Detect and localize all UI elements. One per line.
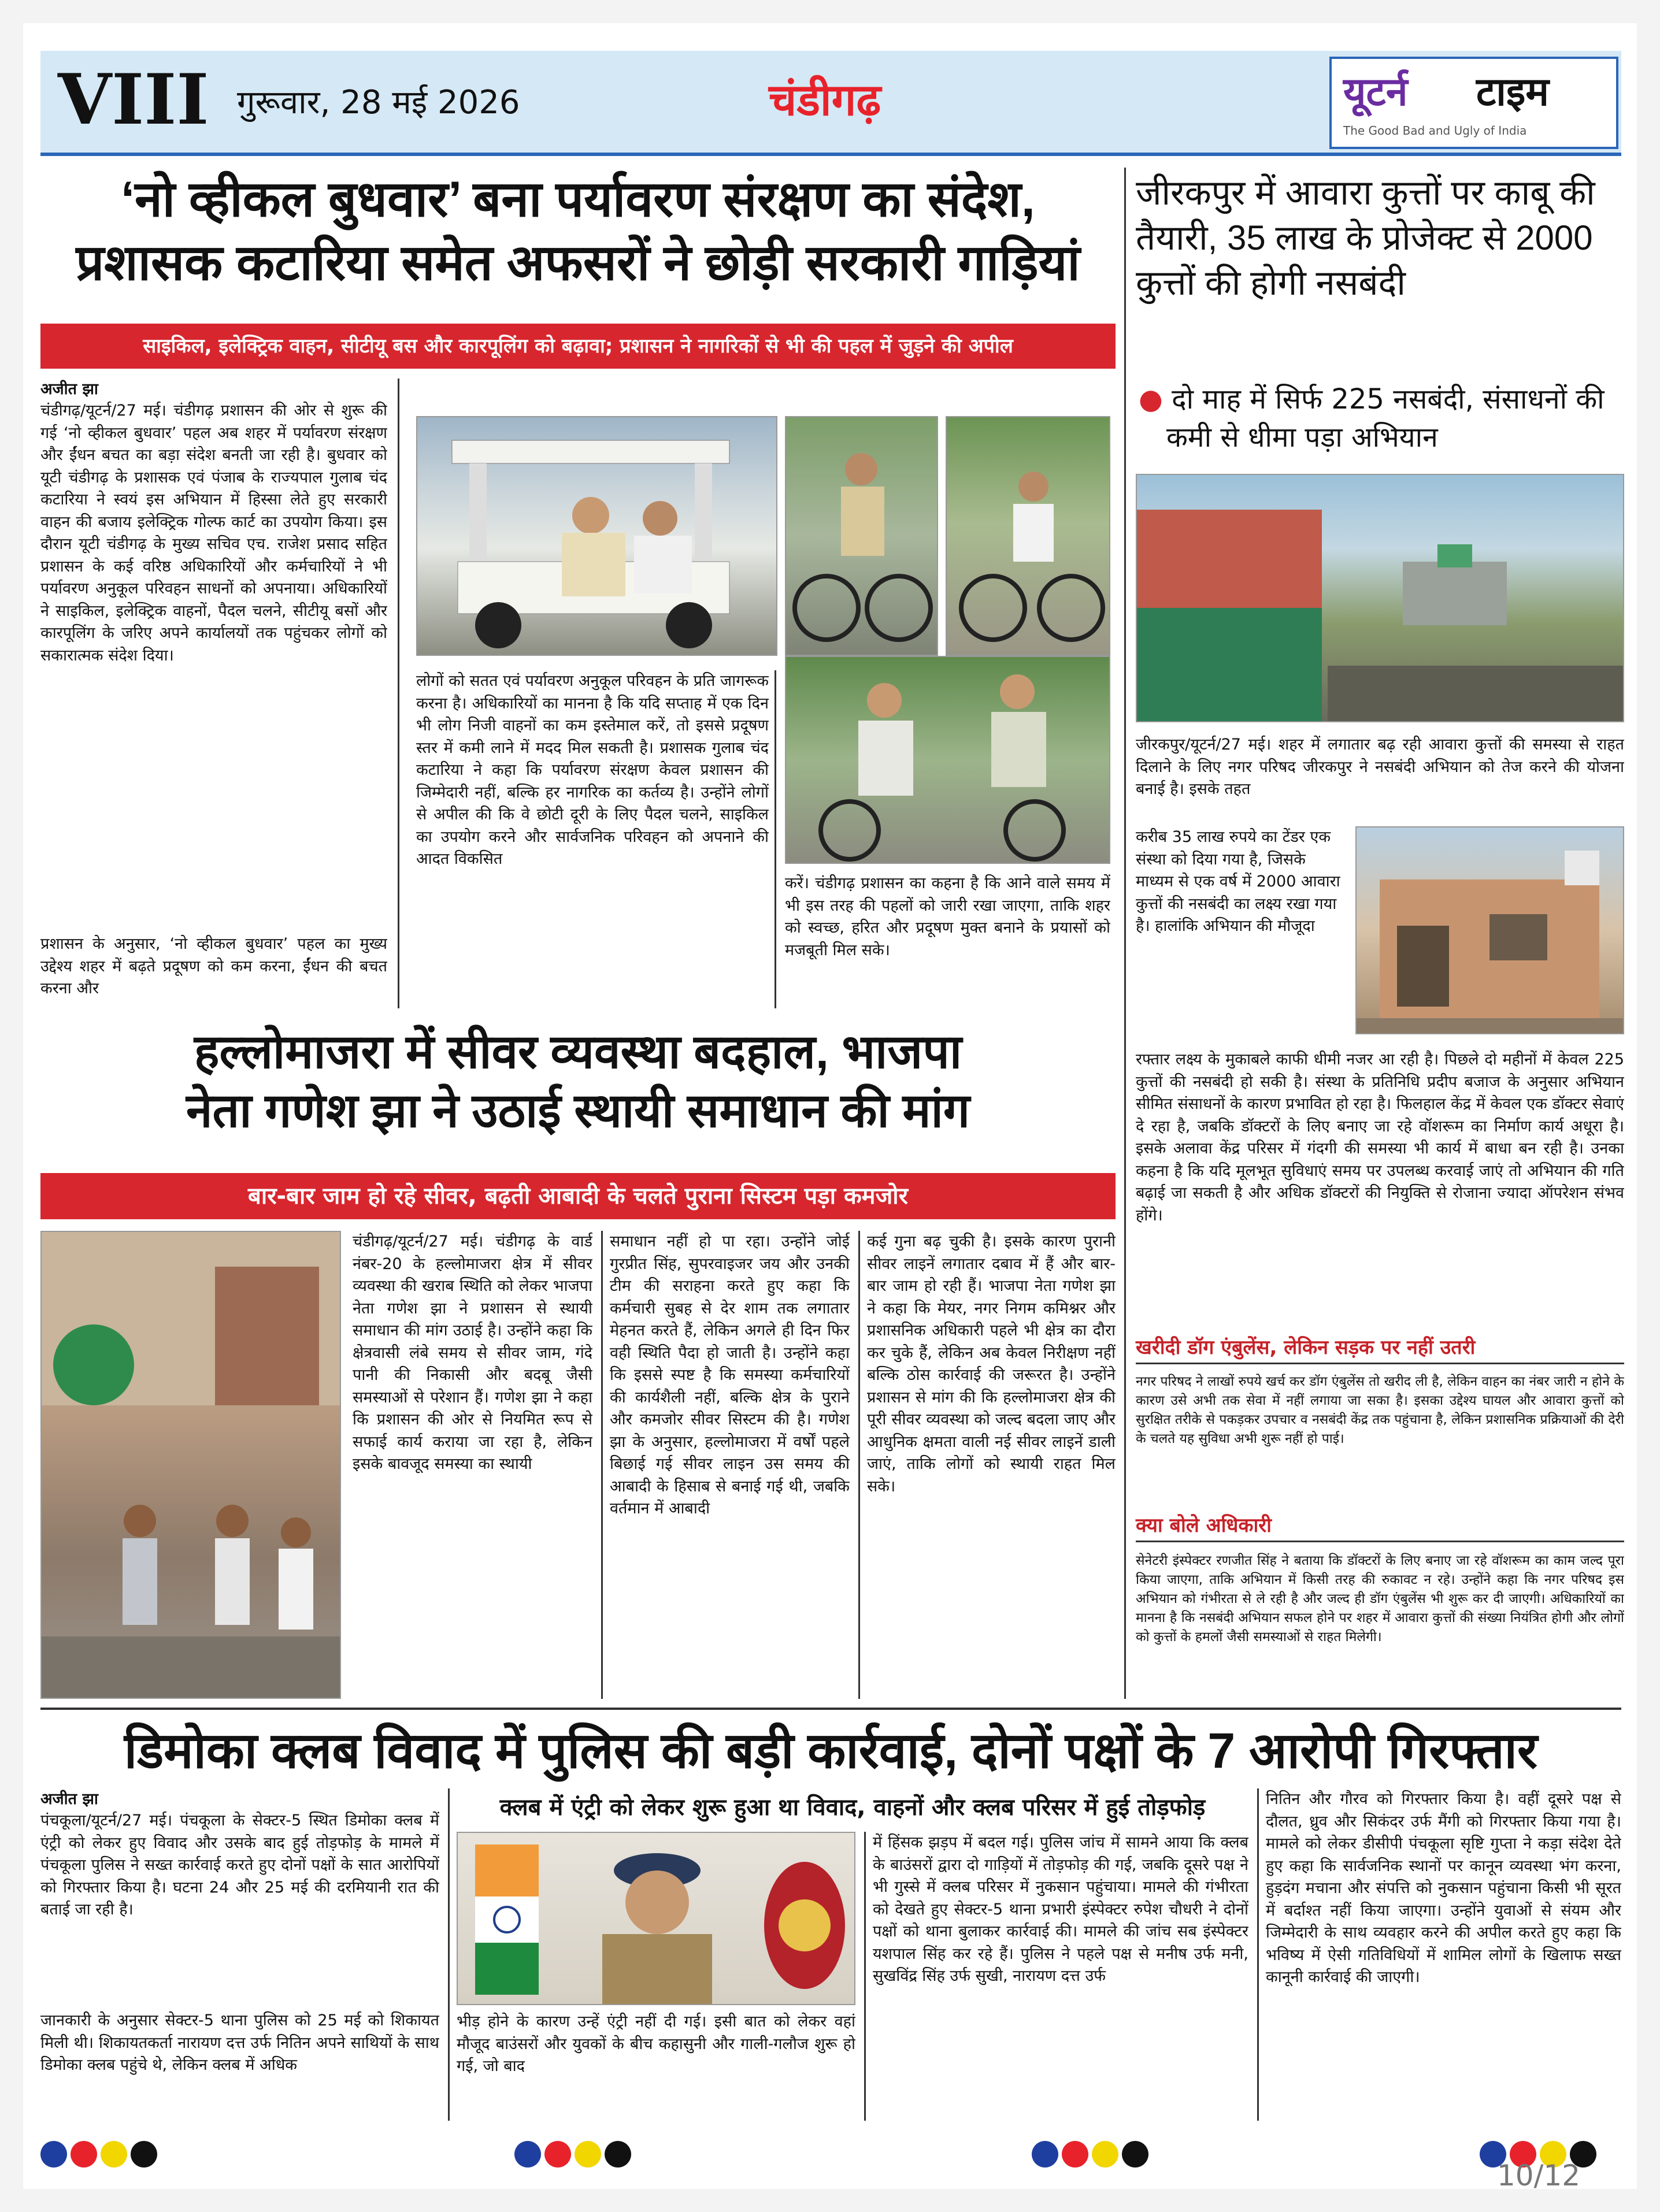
column-rule — [398, 378, 399, 1008]
section-rule — [1136, 1363, 1624, 1364]
story1-strap: साइकिल, इलेक्ट्रिक वाहन, सीटीयू बस और कारपूलिंग को बढ़ावा; प्रशासन ने नागरिकों से भी की पहल में जुड़ने की अपील — [40, 324, 1116, 369]
page-header — [40, 51, 1621, 156]
page-counter: 10/12 — [1497, 2159, 1581, 2192]
story2-headline-line3: कुत्तों की होगी नसबंदी — [1136, 263, 1406, 302]
sewer-inspection-illustration — [42, 1232, 341, 1699]
story3-column3: कई गुना बढ़ चुकी है। इसके कारण पुरानी सीवर लाइनें लगातार दबाव में हैं और बार-बार जाम हो रही हैं। भाजपा नेता गणेश झा ने कहा कि मेयर, नगर निगम कमिश्नर और प्रशासनिक अधिकारी पहले भी क्षेत्र का दौरा कर चुके हैं, लेकिन अब केवल निरीक्षण नहीं बल्कि ठोस कार्रवाई की जरूरत है। उन्होंने प्रशासन से मांग की कि हल्लोमाजरा क्षेत्र की पूरी सीवर व्यवस्था को जल्द बदला जाए और आधुनिक क्षमता वाली नई सीवर लाइनें डाली जाएं, ताकि लोगों को स्थायी राहत मिल सके। — [867, 1233, 1116, 1495]
story1-headline — [40, 168, 1116, 295]
story2-headline-line1: जीरकपुर में आवारा कुत्तों पर काबू की — [1136, 173, 1595, 212]
story1-column3: करें। चंडीगढ़ प्रशासन का कहना है कि आने वाले समय में भी इस तरह की पहलों को जारी रखा जाएगा, ताकि शहर को स्वच्छ, हरित और प्रदूषण मुक्त बनाने के प्रयासों को मजबूती मिल सके। — [785, 874, 1110, 959]
story2-para1: जीरकपुर/यूटर्न/27 मई। शहर में लगातार बढ़ रही आवारा कुत्तों की समस्या से राहत दिलाने के लिए नगर परिषद जीरकपुर ने नसबंदी अभियान को तेज करने की योजना बनाई है। इसके तहत — [1136, 736, 1624, 798]
story2-subtext1: नगर परिषद ने लाखों रुपये खर्च कर डॉग एंबुलेंस तो खरीद ली है, लेकिन वाहन का नंबर जारी न होने के कारण उसे अभी तक सेवा में नहीं लगाया जा सका है। इसका उद्देश्य घायल और आवारा कुत्तों को सुरक्षित तरीके से पकड़कर उपचार व नसबंदी केंद्र तक पहुंचाना है, लेकिन प्रशासनिक प्रक्रियाओं की देरी के चलते यह सुविधा अभी शुरू नहीं हो पाई। — [1136, 1374, 1624, 1446]
story1-byline: अजीत झा — [40, 380, 98, 398]
color-dot-blue — [1032, 2141, 1058, 2168]
story4-byline: अजीत झा — [40, 1790, 98, 1808]
column-rule — [1257, 1788, 1259, 2121]
column-rule — [601, 1231, 603, 1699]
photo-sewer-inspection — [40, 1231, 341, 1699]
page-column-rule — [1124, 168, 1126, 1699]
masthead-logo — [1329, 57, 1618, 149]
story1-column1b: प्रशासन के अनुसार, ‘नो व्हीकल बुधवार’ पहल का मुख्य उद्देश्य शहर में बढ़ते प्रदूषण को कम करना, ईंधन की बचत करना और — [40, 935, 387, 997]
logo-part1: यूटर्न — [1343, 69, 1408, 115]
story4-headline: डिमोका क्लब विवाद में पुलिस की बड़ी कार्रवाई, दोनों पक्षों के 7 आरोपी गिरफ्तार — [124, 1723, 1538, 1779]
officials-cycling-illustration — [786, 657, 1110, 864]
registration-dots — [1032, 2141, 1148, 2168]
story2-para2: करीब 35 लाख रुपये का टेंडर एक संस्था को दिया गया है, जिसके माध्यम से एक वर्ष में 2000 आवारा कुत्तों की नसबंदी का लक्ष्य रखा गया है। हालांकि अभियान की मौजूदा — [1136, 828, 1340, 935]
color-dot-yellow — [1092, 2141, 1118, 2168]
story4-column4: नितिन और गौरव को गिरफ्तार किया है। वहीं दूसरे पक्ष से दौलत, ध्रुव और सिकंदर उर्फ मैंगी को गिरफ्तार किया गया है। मामले को लेकर डीसीपी पंचकूला सृष्टि गुप्ता ने कड़ा संदेश देते हुए कहा कि सार्वजनिक स्थानों पर कानून व्यवस्था भंग करना, हुड़दंग मचाना और संपत्ति को नुकसान पहुंचाना किसी भी सूरत में बर्दाश्त नहीं किया जाएगा। उन्होंने युवाओं से संयम और जिम्मेदारी के साथ व्यवहार करने की अपील करते हुए कहा कि भविष्य में ऐसी गतिविधियों में शामिल लोगों के खिलाफ सख्त कानूनी कार्रवाई की जाएगी। — [1266, 1790, 1621, 1986]
story1-column2: लोगों को सतत एवं पर्यावरण अनुकूल परिवहन के प्रति जागरूक करना है। अधिकारियों का मानना है कि यदि सप्ताह में एक दिन भी लोग निजी वाहनों का कम इस्तेमाल करें, तो इससे प्रदूषण स्तर में कमी लाने में मदद मिल सकती है। प्रशासक गुलाब चंद कटारिया ने कहा कि पर्यावरण संरक्षण केवल प्रशासन की जिम्मेदारी नहीं, बल्कि हर नागरिक का कर्तव्य है। उन्होंने लोगों से अपील की कि वे छोटी दूरी के लिए पैदल चलने, साइकिल का उपयोग करने और सार्वजनिक परिवहन को अपनाने की आदत विकसित — [416, 672, 769, 868]
color-dot-red — [71, 2141, 97, 2168]
story2-bullet — [1139, 380, 1624, 456]
photo-officials-cycling — [785, 656, 1110, 864]
story3-headline-line2: नेता गणेश झा ने उठाई स्थायी समाधान की मांग — [186, 1085, 970, 1137]
newspaper-page — [23, 23, 1637, 2189]
column-rule — [448, 1788, 450, 2121]
color-dot-black — [131, 2141, 157, 2168]
story2-subtext2: सेनेटरी इंस्पेक्टर रणजीत सिंह ने बताया कि डॉक्टरों के लिए बनाए जा रहे वॉशरूम का काम जल्द पूरा किया जाएगा, ताकि अभियान में किसी तरह की रुकावट न रहे। उन्होंने कहा कि नगर परिषद इस अभियान को गंभीरता से ले रही है और जल्द ही डॉग एंबुलेंस भी शुरू कर दी जाएगी। अधिकारियों का मानना है कि नसबंदी अभियान सफल होने पर शहर में आवारा कुत्तों की संख्या नियंत्रित होगी और लोगों को कुत्तों के हमलों जैसी समस्याओं से राहत मिलेगी। — [1136, 1553, 1624, 1645]
photo-washroom-construction — [1355, 826, 1624, 1034]
photo-dcp — [457, 1832, 855, 2005]
story3-column1: चंडीगढ़/यूटर्न/27 मई। चंडीगढ़ के वार्ड नंबर-20 के हल्लोमाजरा क्षेत्र में सीवर व्यवस्था की खराब स्थिति को लेकर भाजपा नेता गणेश झा ने प्रशासन से स्थायी समाधान की मांग उठाई है। उन्होंने कहा कि क्षेत्रवासी लंबे समय से सीवर जाम, गंदे पानी की निकासी और बदबू जैसी समस्याओं से परेशान हैं। गणेश झा ने कहा कि प्रशासन की ओर से नियमित रूप से सफाई कार्य कराया जा रहा है, लेकिन इसके बावजूद समस्या का स्थायी — [353, 1233, 592, 1473]
story2-headline-line2: तैयारी, 35 लाख के प्रोजेक्ट से 2000 — [1136, 218, 1593, 257]
story4-column3: में हिंसक झड़प में बदल गई। पुलिस जांच में सामने आया कि क्लब के बाउंसरों द्वारा दो गाड़ियों में तोड़फोड़ की गई, जबकि दूसरे पक्ष ने भी गुस्से में क्लब परिसर में नुकसान पहुंचाया। मामले की गंभीरता को देखते हुए सेक्टर-5 थाना प्रभारी इंस्पेक्टर रुपेश चौधरी ने दोनों पक्षों को थाना बुलाकर कार्रवाई की। मामले की जांच सब इंस्पेक्टर यशपाल सिंह कर रहे हैं। पुलिस ने पहले पक्ष से मनीष उर्फ मनी, सुखविंद्र सिंह उर्फ सुखी, नारायण दत्त उर्फ — [873, 1834, 1248, 1985]
column-rule — [858, 1231, 860, 1699]
cyclist-illustration — [786, 417, 938, 656]
logo-part2: टाइम — [1476, 69, 1549, 115]
color-dot-red — [544, 2141, 571, 2168]
color-dot-black — [1122, 2141, 1148, 2168]
color-dot-yellow — [101, 2141, 127, 2168]
story1-column1: चंडीगढ़/यूटर्न/27 मई। चंडीगढ़ प्रशासन की ओर से शुरू की गई ‘नो व्हीकल बुधवार’ पहल अब शहर में पर्यावरण संरक्षण और ईंधन बचत का बड़ा संदेश बनती जा रही है। बुधवार को यूटी चंडीगढ़ के प्रशासक एवं पंजाब के राज्यपाल गुलाब चंद कटारिया ने स्वयं इस अभियान में हिस्सा लेते हुए सरकारी वाहन की बजाय इलेक्ट्रिक गोल्फ कार्ट का उपयोग किया। इस दौरान यूटी चंडीगढ़ के मुख्य सचिव एच. राजेश प्रसाद सहित प्रशासन के कई वरिष्ठ अधिकारियों और कर्मचारियों ने भी पर्यावरण अनुकूल परिवहन साधनों को अपनाया। अधिकारियों ने साइकिल, इलेक्ट्रिक वाहनों, पैदल चलने, सीटीयू बसों और कारपूलिंग के जरिए अपने कार्यालयों तक पहुंचकर लोगों को सकारात्मक संदेश दिया। — [40, 402, 387, 665]
dog-center-illustration — [1137, 475, 1624, 722]
story4-column1b: जानकारी के अनुसार सेक्टर-5 थाना पुलिस को 25 मई को शिकायत मिली थी। शिकायतकर्ता नारायण दत्त उर्फ नितिन अपने साथियों के साथ डिमोका क्लब पहुंचे थे, लेकिन क्लब में अधिक — [40, 2011, 439, 2074]
story2-subhead2: क्या बोले अधिकारी — [1136, 1514, 1272, 1537]
story1-headline-line1: ‘नो व्हीकल बुधवार’ बना पर्यावरण संरक्षण का संदेश, — [121, 172, 1035, 227]
bullet-icon: ● — [1139, 383, 1163, 415]
color-dot-blue — [514, 2141, 541, 2168]
dcp-illustration — [458, 1833, 855, 2005]
column-rule — [775, 670, 776, 1008]
story2-subhead1: खरीदी डॉग एंबुलेंस, लेकिन सड़क पर नहीं उतरी — [1136, 1336, 1476, 1359]
column-rule — [864, 1832, 866, 2121]
registration-dots — [40, 2141, 157, 2168]
story3-headline-line1: हल्लोमाजरा में सीवर व्यवस्था बदहाल, भाजपा — [194, 1026, 962, 1078]
photo-golf-cart — [416, 416, 777, 656]
color-dot-black — [605, 2141, 631, 2168]
page-number: VIII — [58, 59, 209, 140]
color-dot-red — [1062, 2141, 1088, 2168]
photo-dog-center — [1136, 474, 1624, 722]
section-rule — [1136, 1541, 1624, 1542]
story2-headline — [1136, 170, 1621, 306]
story3-column2: समाधान नहीं हो पा रहा। उन्होंने जोई गुरप्रीत सिंह, सुपरवाइजर जय और उनकी टीम की सराहना करते हुए कहा कि कर्मचारी सुबह से देर शाम तक लगातार मेहनत करते हैं, लेकिन अगले ही दिन फिर वही स्थिति पैदा हो जाती है। उन्होंने कहा कि इससे स्पष्ट है कि समस्या कर्मचारियों की कार्यशैली नहीं, बल्कि क्षेत्र के पुराने और कमजोर सीवर सिस्टम की है। गणेश झा के अनुसार, हल्लोमाजरा में वर्षों पहले बिछाई गई सीवर लाइन उस समय की आबादी के हिसाब से बनाई गई थी, जबकि वर्तमान में आबादी — [610, 1233, 850, 1517]
logo-tagline: The Good Bad and Ugly of India — [1343, 124, 1527, 138]
story3-headline — [40, 1023, 1116, 1141]
story4-column2: भीड़ होने के कारण उन्हें एंट्री नहीं दी गई। इसी बात को लेकर वहां मौजूद बाउंसरों और युवकों के बीच कहासुनी और गाली-गलौज शुरू हो गई, जो बाद — [457, 2013, 855, 2075]
story3-strap: बार-बार जाम हो रहे सीवर, बढ़ती आबादी के चलते पुराना सिस्टम पड़ा कमजोर — [40, 1173, 1116, 1219]
issue-date: गुरूवार, 28 मई 2026 — [237, 84, 520, 121]
photo-cyclist-2 — [946, 416, 1110, 656]
story2-bullet-line1: दो माह में सिर्फ 225 नसबंदी, संसाधनों की — [1172, 383, 1605, 415]
construction-illustration — [1357, 827, 1624, 1034]
cyclist-illustration-2 — [947, 417, 1110, 656]
color-dot-yellow — [575, 2141, 601, 2168]
section-city: चंडीगढ़ — [769, 74, 881, 125]
story4-subhead: क्लब में एंट्री को लेकर शुरू हुआ था विवाद, वाहनों और क्लब परिसर में हुई तोड़फोड़ — [499, 1794, 1206, 1821]
story4-column1: पंचकूला/यूटर्न/27 मई। पंचकूला के सेक्टर-5 स्थित डिमोका क्लब में एंट्री को लेकर हुए विवाद और उसके बाद हुई तोड़फोड़ के मामले में पंचकूला पुलिस ने सख्त कार्रवाई करते हुए दोनों पक्षों के सात आरोपियों को गिरफ्तार किया है। घटना 24 और 25 मई की दरमियानी रात की बताई जा रही है। — [40, 1812, 439, 1918]
section-divider — [40, 1708, 1621, 1710]
color-dot-blue — [40, 2141, 67, 2168]
registration-dots — [514, 2141, 631, 2168]
story1-headline-line2: प्रशासक कटारिया समेत अफसरों ने छोड़ी सरकारी गाड़ियां — [76, 235, 1080, 291]
story2-para3: रफ्तार लक्ष्य के मुकाबले काफी धीमी नजर आ रही है। पिछले दो महीनों में केवल 225 कुत्तों की नसबंदी हो सकी है। संस्था के प्रतिनिधि प्रदीप बजाज के अनुसार अभियान सीमित संसाधनों के कारण प्रभावित हो रहा है। फिलहाल केंद्र में केवल एक डॉक्टर सेवाएं दे रहा है, जबकि डॉक्टरों के लिए बनाए जा रहे वॉशरूम का निर्माण कार्य अधूरा है। इसके अलावा केंद्र परिसर में गंदगी की समस्या भी कार्य में बाधा बन रही है। उनका कहना है कि यदि मूलभूत सुविधाएं समय पर उपलब्ध करवाई जाएं तो अभियान की गति बढ़ाई जा सकती है और अधिक डॉक्टरों की नियुक्ति से रोजाना ज्यादा ऑपरेशन संभव होंगे। — [1136, 1051, 1624, 1224]
photo-cyclist-1 — [785, 416, 938, 656]
golf-cart-illustration — [417, 417, 777, 656]
story2-bullet-line2: कमी से धीमा पड़ा अभियान — [1166, 421, 1438, 454]
